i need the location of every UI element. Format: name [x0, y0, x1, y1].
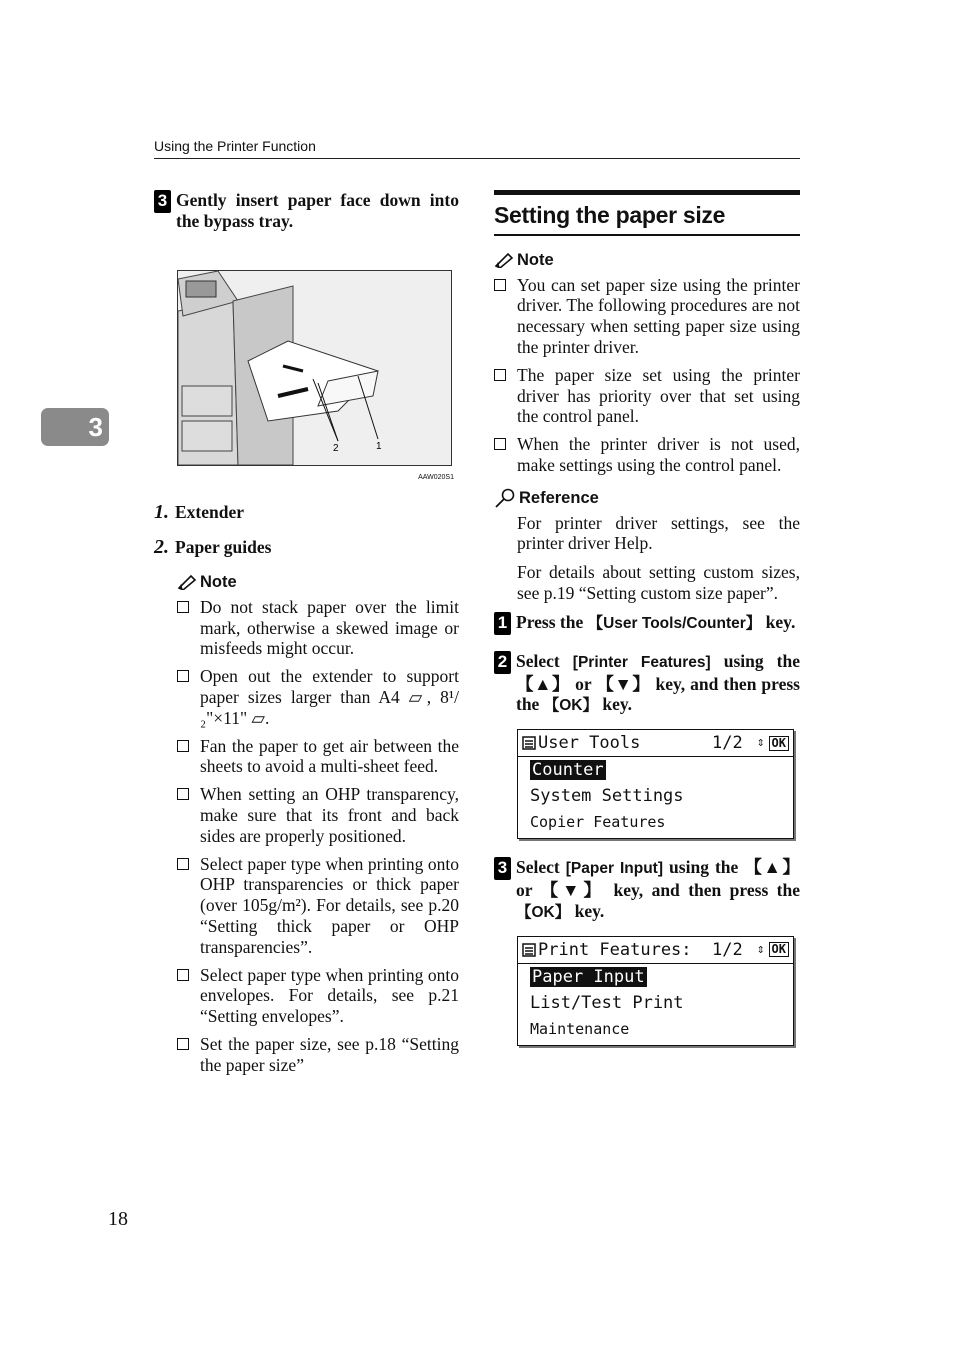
list-item: The paper size set using the printer driver has priority over that set using the control panel. [494, 365, 800, 427]
magnifier-icon [494, 488, 516, 508]
note-list [494, 275, 800, 476]
step-3-insert-paper [154, 190, 459, 232]
up-down-arrow-icon: ⇕ [756, 735, 765, 751]
lcd-title: User Tools [538, 733, 641, 754]
list-item: Select paper type when printing onto OHP transparencies or thick paper (over 105g/m²). For details, see p.20 “Setting thick paper or OHP transparencies”. [177, 854, 459, 958]
section-title: Setting the paper size [494, 202, 726, 228]
illustration-code: AAW020S1 [418, 473, 454, 481]
lcd-title-bar [518, 730, 793, 757]
lcd-title-bar [518, 937, 793, 964]
section-heading-block [494, 190, 800, 236]
lcd-menu-item-counter[interactable]: Counter [532, 760, 604, 781]
left-column [154, 190, 459, 1083]
lcd-screen-user-tools [517, 729, 794, 839]
list-item: You can set paper size using the printer driver. The following procedures are not necessary when setting paper size using the printer driver. [494, 275, 800, 358]
list-item: When the printer driver is not used, make settings using the control panel. [494, 434, 800, 476]
step-1-press-user-tools: 1 Press the 【User Tools/Counter】 key. [494, 612, 800, 635]
note-heading: Note [494, 250, 800, 271]
checkbox-bullet-icon [494, 438, 506, 450]
callout-1: 1 [376, 440, 382, 452]
ok-key: 【OK】 [543, 697, 598, 715]
lcd-page-indicator: 1/2 [712, 939, 743, 960]
reference-body [494, 513, 800, 604]
step-number-badge: 3 [154, 190, 171, 213]
checkbox-bullet-icon [177, 1038, 189, 1050]
menu-list-icon [522, 943, 536, 957]
lcd-ok-button[interactable]: OK [769, 736, 789, 751]
page-number: 18 [108, 1208, 128, 1230]
running-header: Using the Printer Function [154, 138, 316, 154]
checkbox-bullet-icon [177, 740, 189, 752]
list-item: Select paper type when printing onto envelopes. For details, see p.21 “Setting envelopes”. [177, 965, 459, 1027]
right-column [494, 190, 800, 1046]
list-item: Do not stack paper over the limit mark, otherwise a skewed image or misfeeds might occur. [177, 597, 459, 659]
step-number-badge: 2 [494, 651, 511, 674]
lcd-menu-item-paper-input[interactable]: Paper Input [532, 966, 645, 987]
note-list [177, 597, 459, 1076]
checkbox-bullet-icon [494, 369, 506, 381]
callout-2: 2 [333, 442, 339, 454]
printer-features-key: [Printer Features] [572, 653, 711, 671]
checkbox-bullet-icon [177, 670, 189, 682]
pencil-icon [494, 252, 514, 268]
step-2-select-printer-features: 2 Select [Printer Features] using the 【▲】 or 【▼】 key, and then press the 【OK】 key. [494, 651, 800, 717]
checkbox-bullet-icon [494, 279, 506, 291]
legend-item-paper-guides: 2. Paper guides [154, 536, 272, 559]
chapter-tab: 3 [41, 408, 109, 446]
lcd-screen-print-features [517, 936, 794, 1046]
bypass-tray-illustration [177, 270, 452, 466]
lcd-page-indicator: 1/2 [712, 733, 743, 754]
step-text: Gently insert paper face down into the bypass tray. [176, 190, 459, 231]
menu-list-icon [522, 736, 536, 750]
list-item: Open out the extender to support paper sizes larger than A4 ▱, 8¹/₂"×11" ▱. [177, 666, 459, 728]
reference-paragraph: For details about setting custom sizes, see p.19 “Setting custom size paper”. [517, 562, 800, 603]
note-heading: Note [177, 572, 459, 593]
step-number-badge: 3 [494, 857, 511, 880]
paper-input-key: [Paper Input] [565, 860, 664, 878]
user-tools-counter-key: 【User Tools/Counter】 [587, 614, 762, 632]
checkbox-bullet-icon [177, 969, 189, 981]
step-3-select-paper-input: 3 Select [Paper Input] using the 【▲】 or 【▼】 key, and then press the 【OK】 key. [494, 857, 800, 923]
lcd-menu-item-system-settings[interactable]: System Settings [530, 786, 684, 807]
checkbox-bullet-icon [177, 858, 189, 870]
up-down-arrow-icon: ⇕ [756, 941, 765, 957]
checkbox-bullet-icon [177, 788, 189, 800]
header-rule [154, 158, 800, 159]
list-item: Fan the paper to get air between the sheets to avoid a multi-sheet feed. [177, 736, 459, 778]
lcd-title: Print Features: [538, 939, 692, 960]
list-item: When setting an OHP transparency, make sure that its front and back sides are properly positioned. [177, 784, 459, 846]
ok-key: 【OK】 [516, 903, 571, 921]
lcd-menu-item-copier-features[interactable]: Copier Features [530, 813, 666, 832]
lcd-menu-item-maintenance[interactable]: Maintenance [530, 1019, 630, 1038]
pencil-icon [177, 574, 197, 590]
lcd-ok-button[interactable]: OK [769, 942, 789, 957]
reference-heading: Reference [494, 488, 800, 509]
printer-bypass-tray-icon [178, 271, 451, 465]
checkbox-bullet-icon [177, 601, 189, 613]
legend-item-extender: 1. Extender [154, 501, 245, 524]
lcd-menu-item-list-test-print[interactable]: List/Test Print [530, 992, 684, 1013]
reference-paragraph: For printer driver settings, see the printer driver Help. [517, 512, 800, 554]
step-number-badge: 1 [494, 612, 511, 635]
list-item: Set the paper size, see p.18 “Setting the paper size” [177, 1034, 459, 1076]
